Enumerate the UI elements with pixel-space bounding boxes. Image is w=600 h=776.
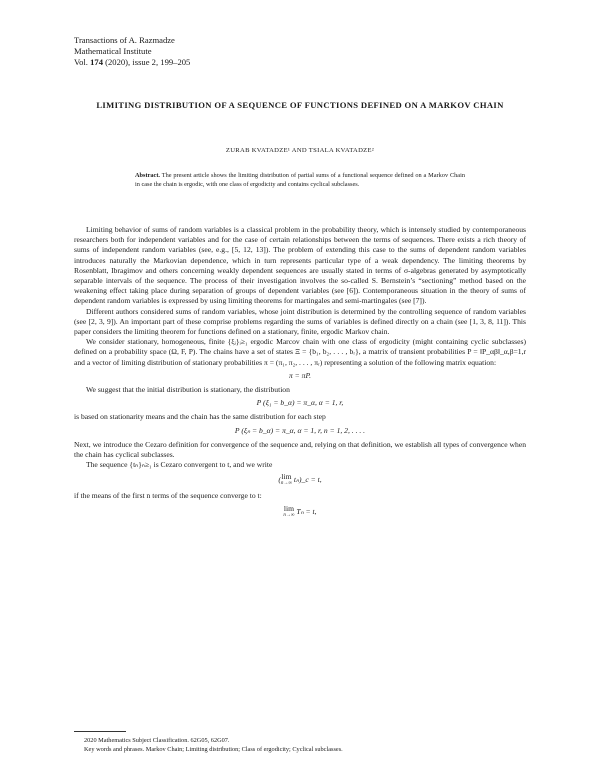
volume-prefix: Vol. [74, 57, 91, 67]
equation-cezaro: ( lim n→∞ tₙ)_c = t, [278, 472, 322, 487]
journal-header [74, 35, 190, 68]
paper-title: LIMITING DISTRIBUTION OF A SEQUENCE OF FUNCTIONS DEFINED ON A MARKOV CHAIN [96, 100, 504, 110]
footnotes [74, 736, 526, 754]
footnote-msc: 2020 Mathematics Subject Classification. 62G05, 62G07. [84, 737, 230, 744]
cezaro-rest: tₙ)_c = t, [293, 475, 322, 485]
paragraph-5: is based on stationarity means and the chain has the same distribution for each step [74, 412, 326, 422]
footnote-rule [74, 731, 126, 732]
paragraph-7: The sequence {tₙ}ₙ≥₁ is Cezaro convergent to t, and we write [86, 460, 273, 470]
journal-name-line1: Transactions of A. Razmadze [74, 35, 175, 45]
volume-suffix: (2020), issue 2, 199–205 [102, 57, 191, 67]
paragraph-2: Different authors considered sums of random variables, whose joint distribution is determined by the controlling sequence of random variables (see [2, 3, 9]). An important part of these comprise problems regarding the sums of variables is defined directly on a chain (see [1, 3, 8, 11]). This paper considers the limiting theorem for functions defined on a stationary, finite, ergodic Markov chain. [74, 306, 526, 337]
equation-step-distribution: P (ξₙ = b_α) = π_α, α = 1, r, n = 1, 2, . . . . [234, 425, 366, 435]
means-limit: lim n→∞ [283, 503, 295, 518]
cezaro-limit: lim n→∞ [280, 472, 292, 487]
abstract-text: The present article shows the limiting distribution of partial sums of a functional sequence defined on a Markov Chain in case the chain is ergodic, with one class of ergodicity and contains cyclical subclasses. [135, 172, 465, 188]
equation-stationary: π = πP. [288, 370, 312, 380]
abstract [135, 171, 465, 189]
paragraph-1: Limiting behavior of sums of random variables is a classical problem in the probability theory, which is intensely studied by contemporaneous researchers both for independent variables and for the case of certain relationships between the terms of sequences. There exists a rich theory of sums of independent random variables (see, e.g., [5, 12, 13]). The problem of extending this case to the sums of dependent random variables introduces naturally the Markovian dependence, which in turn represents particular type of a weak dependency. The limiting theorems by Rosenblatt, Ibragimov and others concerning weakly dependent sequences are usually stated in terms of σ-algebras generated by asymptotically separable intervals of the sequence. The process of their investigation involves the so-called S. Bernstein’s “sectioning” method based on the weakening effect taking place during separation of groups of dependent variables (see [6]). Contemporaneous situation in the theory of sums of dependent random variables is expressed by using limiting theorems for martingales and semi-martingales (see [7]). [74, 225, 526, 306]
equation-initial-distribution: P (ξ₁ = b_α) = π_α, α = 1, r, [256, 398, 344, 408]
means-rest: Tₙ = t, [296, 506, 317, 516]
paragraph-8: if the means of the first n terms of the sequence converge to t: [74, 491, 262, 501]
volume-number: 174 [90, 57, 103, 67]
footnote-keywords: Key words and phrases. Markov Chain; Limiting distribution; Class of ergodicity; Cyclical subclasses. [84, 746, 343, 753]
equation-means-limit [74, 505, 526, 519]
journal-volume [74, 57, 190, 68]
journal-name-line2: Mathematical Institute [74, 46, 152, 56]
paper-authors: ZURAB KVATADZE¹ AND TSIALA KVATADZE² [225, 147, 375, 154]
paragraph-6: Next, we introduce the Cezaro definition for convergence of the sequence and, relying on that definition, we establish all types of convergence when the chain has cyclical subclasses. [74, 439, 526, 460]
paragraph-3: We consider stationary, homogeneous, finite {ξᵢ}ᵢ≥₁ ergodic Marcov chain with one class of ergodicity (might containing cyclic subclasses) defined on a probability space (Ω, F, P). The chains have a set of states Ξ = {b₁, b₂, . . . , bᵣ}, a matrix of transient probabilities P = ‖P_αβ‖_α,β=1,r and a vector of limiting distribution of stationary probabilities π = (π₁, π₂, . . . , πᵣ) representing a solution of the following matrix equation: [74, 337, 526, 367]
abstract-label: Abstract. [135, 172, 161, 179]
body-text [74, 225, 526, 523]
paragraph-4: We suggest that the initial distribution is stationary, the distribution [86, 385, 290, 395]
